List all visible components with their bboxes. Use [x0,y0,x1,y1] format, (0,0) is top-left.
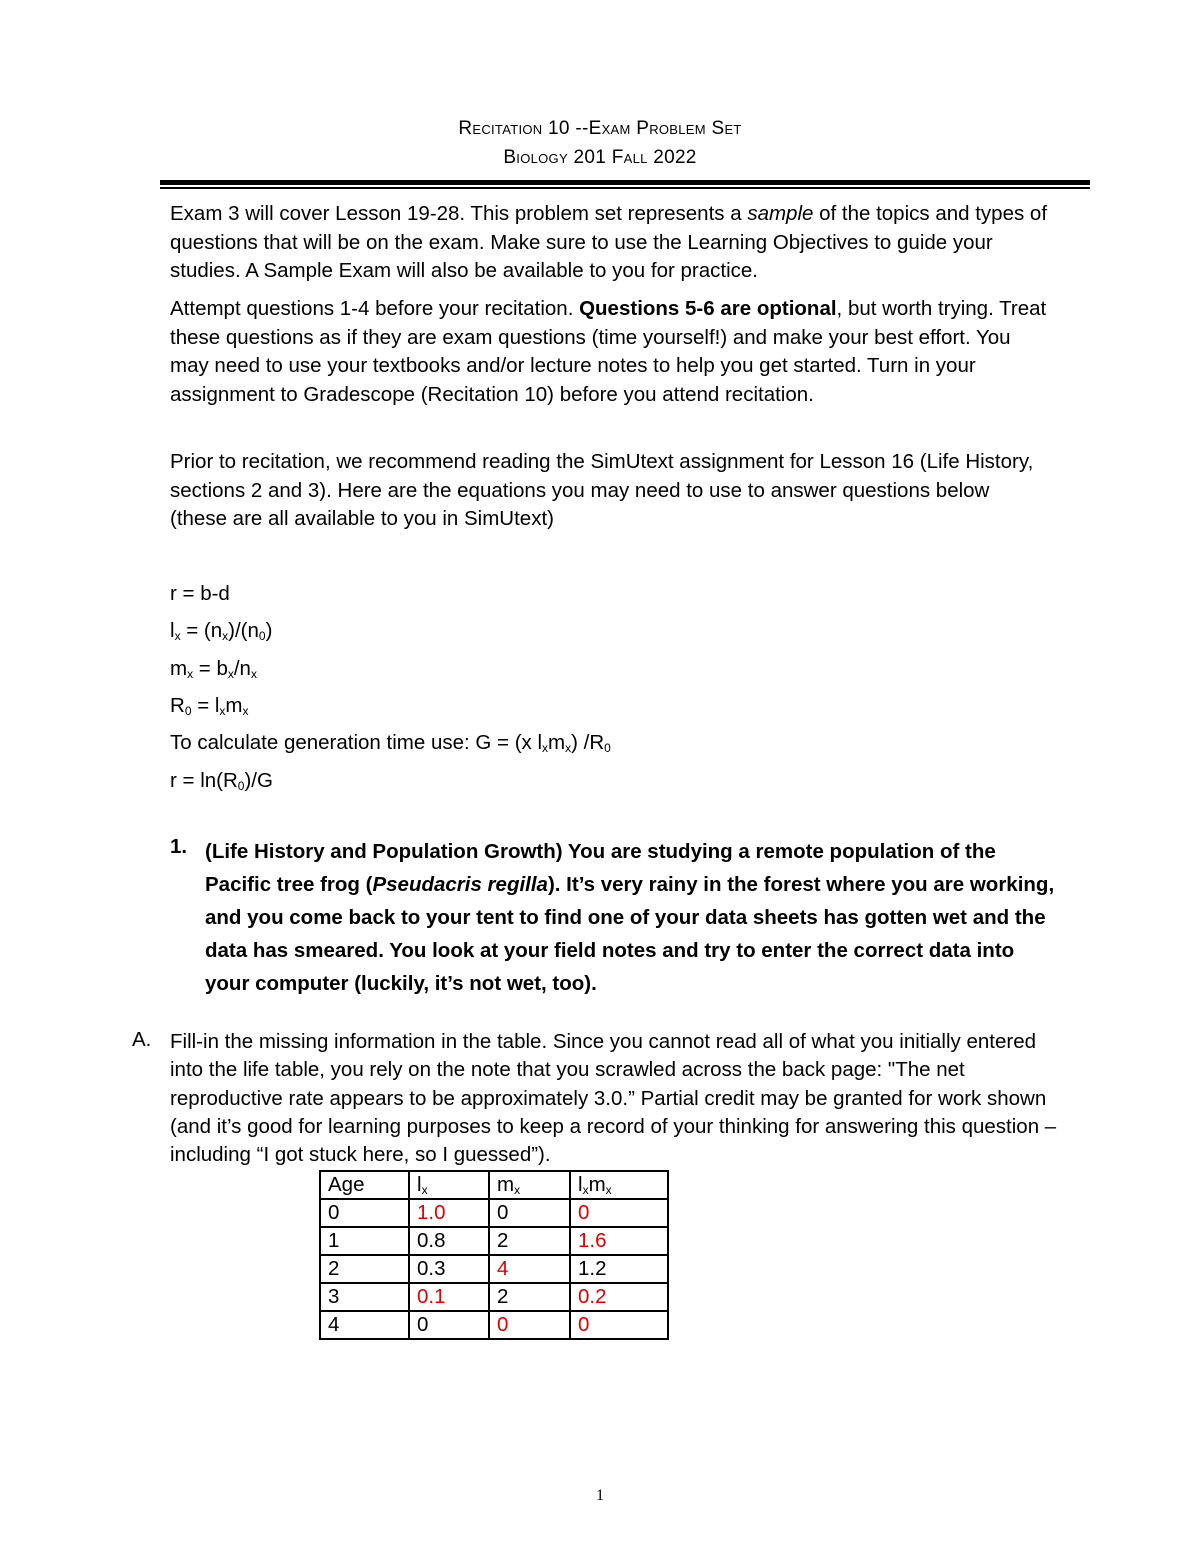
question-1-text: (Life History and Population Growth) You are studying a remote population of the Pacific tree frog (Pseudacris regilla). It’s very rainy in the forest where you are working, and you come back to your tent to find one of your data sheets has gotten wet and the data has smeared. You look at your field notes and try to enter the correct data into your computer (luckily, it’s not wet, too). [205,840,1055,995]
equation-fecundity: $m_x = b_x/n_x$ [170,657,257,681]
equation-net-reproductive-rate: $R_0 = l_xm_x$ [170,694,249,718]
table-row [320,1255,668,1283]
part-a-letter: A. [132,1028,152,1051]
table-row [320,1199,668,1227]
equation-generation-time: To calculate generation time use: G = (x $l_xm_x$) $/R_0$ [170,731,611,755]
cell-age: 0 [320,1199,409,1227]
question-1-number: 1. [170,835,188,858]
header-mx: $m_x$ [489,1171,570,1199]
document-subtitle: Biology 201 Fall 2022 [503,147,697,168]
cell-age: 2 [320,1255,409,1283]
header-age: Age [320,1171,409,1199]
cell-lxmx: 0 [570,1199,668,1227]
species-name: Pseudacris regilla [372,873,548,896]
cell-mx: 0 [489,1199,570,1227]
cell-lxmx: 0.2 [570,1283,668,1311]
intro-p2-text-cont: , but worth trying. Treat these questions as if they are exam questions (time yourself!) and make your best effort. You may need to use your textbooks and/or lecture notes to help you get started. Turn in your assignment to Gradescope (Recitation 10) before you attend recitation. [170,297,1047,406]
cell-age: 1 [320,1227,409,1255]
cell-lx: 1.0 [409,1199,489,1227]
intro-p1-emphasis: sample [747,202,814,225]
header-lxmx: $l_xm_x$ [570,1171,668,1199]
table-header-row [320,1171,668,1199]
cell-lx: 0.8 [409,1227,489,1255]
cell-lxmx: 1.2 [570,1255,668,1283]
life-table [319,1170,669,1340]
header-lx: $l_x$ [409,1171,489,1199]
cell-age: 4 [320,1311,409,1339]
cell-age: 3 [320,1283,409,1311]
equation-survivorship: $l_x = (n_x)/(n_0)$ [170,619,273,643]
cell-mx: 2 [489,1283,570,1311]
cell-mx: 4 [489,1255,570,1283]
intro-paragraph-3: Prior to recitation, we recommend reading the SimUtext assignment for Lesson 16 (Life History, sections 2 and 3). Here are the equations you may need to use to answer questions below (these are all available to you in SimUtext) [170,450,1034,530]
cell-mx: 0 [489,1311,570,1339]
cell-lx: 0.3 [409,1255,489,1283]
part-a-text: Fill-in the missing information in the table. Since you cannot read all of what you initially entered into the life table, you rely on the note that you scrawled across the back page: "The net reproductive rate appears to be approximately 3.0.” Partial credit may be granted for work shown (and it’s good for learning purposes to keep a record of your thinking for answering this question – including “I got stuck here, so I guessed”). [170,1030,1057,1167]
document-title: Recitation 10 --Exam Problem Set [458,118,742,139]
cell-lxmx: 0 [570,1311,668,1339]
table-row [320,1283,668,1311]
intro-p2-bold: Questions 5-6 are optional [579,297,837,320]
cell-lxmx: 1.6 [570,1227,668,1255]
header-rule-thick [160,180,1090,185]
cell-lx: 0 [409,1311,489,1339]
cell-lx: 0.1 [409,1283,489,1311]
table-row [320,1311,668,1339]
page-number: 1 [596,1487,604,1504]
equation-intrinsic-rate: $r = \ln(R_0)/G$ [170,769,273,793]
intro-p1-text-cont: of the topics and types of questions that will be on the exam. Make sure to use the Learning Objectives to guide your studies. A Sample Exam will also be available to you for practice. [170,202,1048,282]
cell-mx: 2 [489,1227,570,1255]
equation-growth-rate: r = b-d [170,582,230,605]
intro-p2-text: Attempt questions 1-4 before your recitation. [170,297,580,320]
intro-p1-text: Exam 3 will cover Lesson 19-28. This problem set represents a [170,202,748,225]
intro-paragraph-2 [170,295,1050,409]
table-row [320,1227,668,1255]
header-rule-thin [160,187,1090,189]
intro-paragraph-1 [170,200,1050,286]
